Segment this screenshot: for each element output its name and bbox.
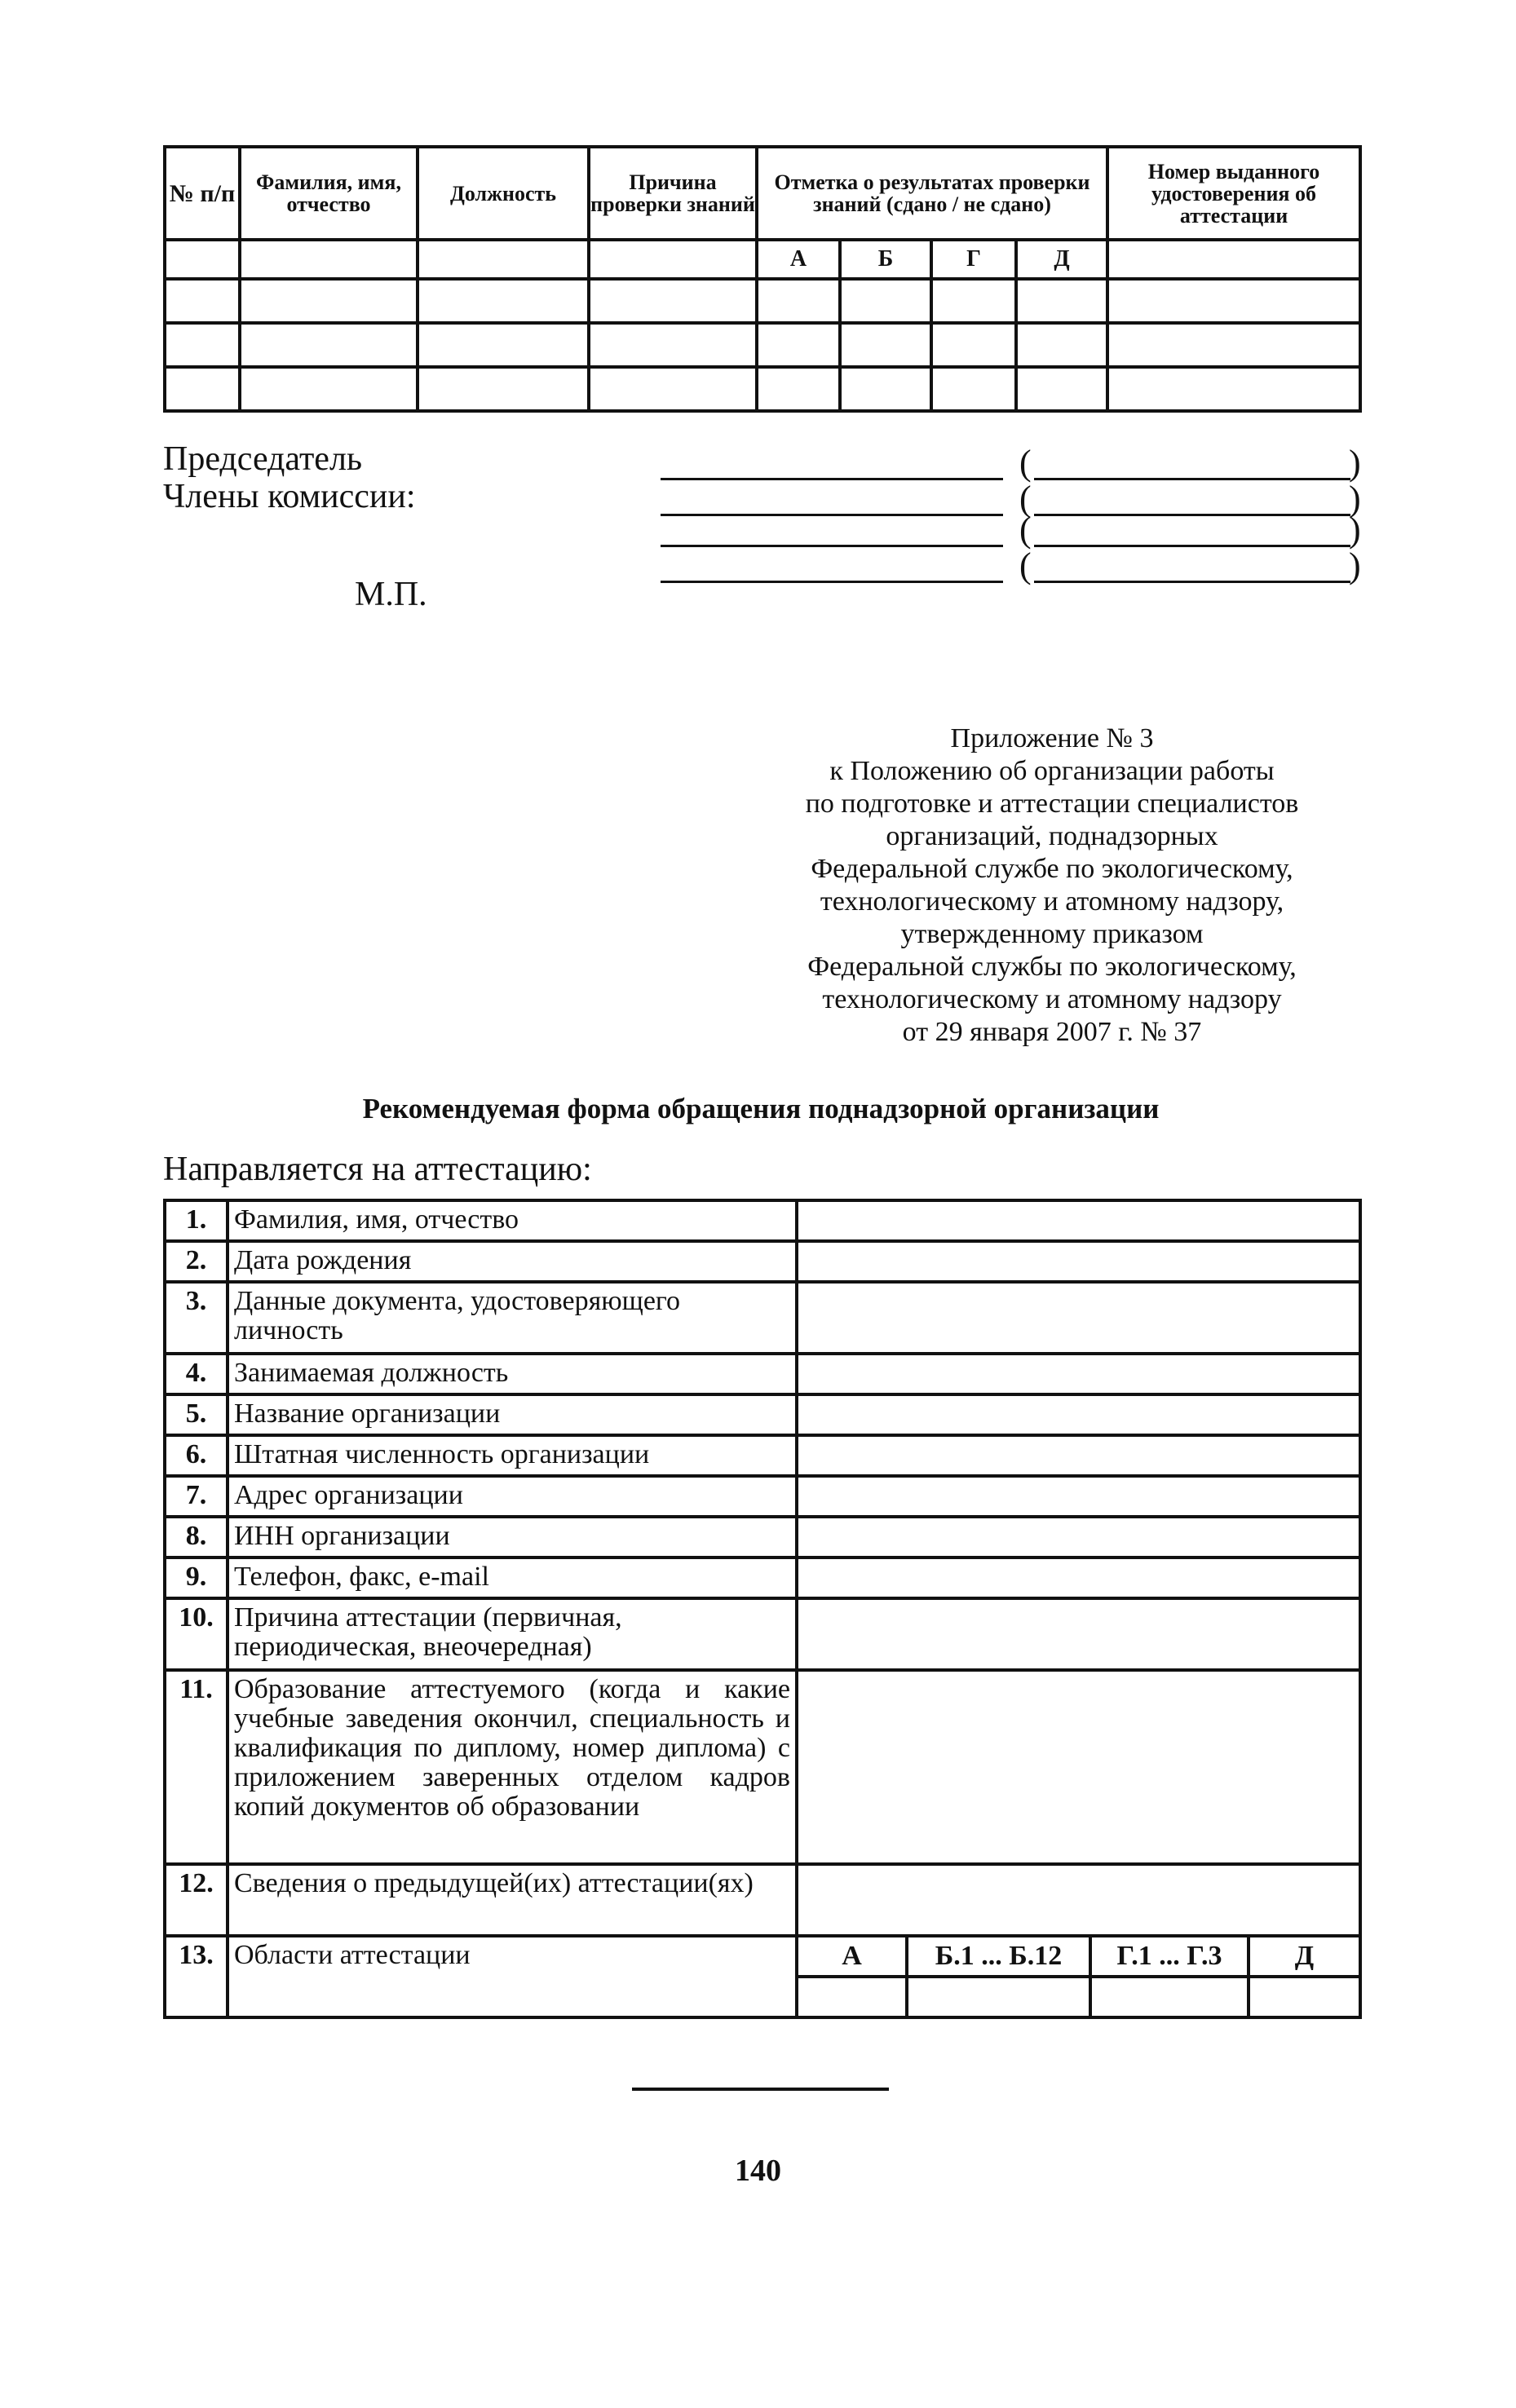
members-label: Члены комиссии: [163, 478, 416, 515]
form-row [165, 1476, 1360, 1517]
form-row-value [797, 1864, 1360, 1936]
form-row-label: Название организации [228, 1394, 797, 1435]
header-reason: Причина проверки знаний [589, 147, 757, 240]
close-paren: ) [1349, 546, 1361, 585]
form-row [165, 1517, 1360, 1557]
area-value [1249, 1977, 1360, 2017]
header-fio: Фамилия, имя, отчество [240, 147, 418, 240]
open-paren: ( [1019, 479, 1032, 519]
footer-rule [632, 2088, 889, 2091]
header-result: Отметка о результатах проверки знаний (сдано / не сдано) [757, 147, 1107, 240]
table-row [165, 323, 1360, 367]
form-row-value [797, 1598, 1360, 1670]
form-row-value [797, 1200, 1360, 1241]
area-b: Б.1 ... Б.12 [907, 1936, 1090, 1977]
form-row-label: Данные документа, удостоверяющего личность [228, 1282, 797, 1354]
appendix-line: по подготовке и аттестации специалистов [805, 789, 1299, 819]
form-row-num: 3. [165, 1282, 228, 1354]
form-row [165, 1435, 1360, 1476]
appendix-line: Приложение № 3 [950, 723, 1154, 753]
appendix-line: организаций, поднадзорных [886, 821, 1218, 851]
signature-line [661, 545, 1003, 547]
form-row [165, 1864, 1360, 1936]
close-paren: ) [1349, 443, 1361, 483]
form-row-num: 5. [165, 1394, 228, 1435]
header-certificate: Номер выданного удостоверения об аттестации [1107, 147, 1360, 240]
form-row-num: 6. [165, 1435, 228, 1476]
form-row [165, 1241, 1360, 1282]
appendix-line: Федеральной службы по экологическому, [807, 952, 1297, 982]
form-row-num: 1. [165, 1200, 228, 1241]
form-row-value [797, 1394, 1360, 1435]
page-number: 140 [735, 2154, 781, 2188]
form-row-value [797, 1557, 1360, 1598]
form-row-label: Адрес организации [228, 1476, 797, 1517]
form-row [165, 1354, 1360, 1394]
form-row-label: ИНН организации [228, 1517, 797, 1557]
appendix-line: технологическому и атомному надзору, [820, 886, 1284, 917]
form-row-value [797, 1241, 1360, 1282]
form-row-label: Образование аттестуемого (когда и какие учебные заведения окончил, специальность и квалификация по диплому, номер диплома) с приложением заверенных отделом кадров копий документов об образовании [228, 1670, 797, 1864]
appendix-line: к Положению об организации работы [829, 756, 1275, 786]
form-row-value [797, 1517, 1360, 1557]
results-table [163, 145, 1362, 413]
form-row-label: Причина аттестации (первичная, периодическая, внеочередная) [228, 1598, 797, 1670]
form-row [165, 1598, 1360, 1670]
signature-line [661, 514, 1003, 516]
form-row [165, 1200, 1360, 1241]
form-row-value [797, 1435, 1360, 1476]
close-paren: ) [1349, 479, 1361, 519]
form-row-value [797, 1354, 1360, 1394]
name-line [1034, 514, 1350, 516]
form-row-label: Занимаемая должность [228, 1354, 797, 1394]
form-row-num: 12. [165, 1864, 228, 1936]
form-row [165, 1394, 1360, 1435]
header-position: Должность [418, 147, 589, 240]
header-num: № п/п [165, 147, 240, 240]
close-paren: ) [1349, 510, 1361, 550]
application-form-table [163, 1199, 1362, 2019]
name-line [1034, 581, 1350, 583]
appendix-header [718, 722, 1386, 1049]
appendix-line: технологическому и атомному надзору [822, 984, 1282, 1014]
area-a: А [797, 1936, 907, 1977]
appendix-line: Федеральной службе по экологическому, [811, 854, 1293, 884]
form-title: Рекомендуемая форма обращения поднадзорной организации [362, 1093, 1160, 1124]
area-value [907, 1977, 1090, 2017]
form-row-num: 7. [165, 1476, 228, 1517]
form-row-num: 2. [165, 1241, 228, 1282]
open-paren: ( [1019, 510, 1032, 550]
form-row [165, 1282, 1360, 1354]
area-g: Г.1 ... Г.3 [1090, 1936, 1249, 1977]
form-row-num: 13. [165, 1936, 228, 2017]
form-row-label: Фамилия, имя, отчество [228, 1200, 797, 1241]
form-row-num: 11. [165, 1670, 228, 1864]
form-row-value [797, 1476, 1360, 1517]
form-row-label: Сведения о предыдущей(их) аттестации(ях) [228, 1864, 797, 1936]
form-row-label: Области аттестации [228, 1936, 797, 2017]
form-intro: Направляется на аттестацию: [163, 1151, 592, 1188]
sub-a: А [757, 240, 840, 279]
form-row-value [797, 1282, 1360, 1354]
form-row-label: Штатная численность организации [228, 1435, 797, 1476]
chairman-label: Председатель [163, 440, 363, 478]
area-d: Д [1249, 1936, 1360, 1977]
form-row-label: Дата рождения [228, 1241, 797, 1282]
signature-line [661, 478, 1003, 480]
appendix-line: утвержденному приказом [900, 919, 1204, 949]
form-row [165, 1670, 1360, 1864]
signature-line [661, 581, 1003, 583]
seal-label: М.П. [355, 576, 427, 613]
form-row-num: 10. [165, 1598, 228, 1670]
form-row-value [797, 1670, 1360, 1864]
results-table-subheader [165, 240, 1360, 279]
area-value [1090, 1977, 1249, 2017]
form-row [165, 1936, 1360, 1977]
form-row-num: 4. [165, 1354, 228, 1394]
open-paren: ( [1019, 443, 1032, 483]
open-paren: ( [1019, 546, 1032, 585]
form-row-num: 9. [165, 1557, 228, 1598]
sub-g: Г [931, 240, 1016, 279]
appendix-line: от 29 января 2007 г. № 37 [902, 1017, 1202, 1047]
form-row [165, 1557, 1360, 1598]
results-table-header [165, 147, 1360, 240]
area-value [797, 1977, 907, 2017]
table-row [165, 279, 1360, 323]
form-row-num: 8. [165, 1517, 228, 1557]
sub-b: Б [840, 240, 931, 279]
sub-d: Д [1016, 240, 1107, 279]
name-line [1034, 545, 1350, 547]
table-row [165, 367, 1360, 411]
form-row-label: Телефон, факс, e-mail [228, 1557, 797, 1598]
name-line [1034, 478, 1350, 480]
